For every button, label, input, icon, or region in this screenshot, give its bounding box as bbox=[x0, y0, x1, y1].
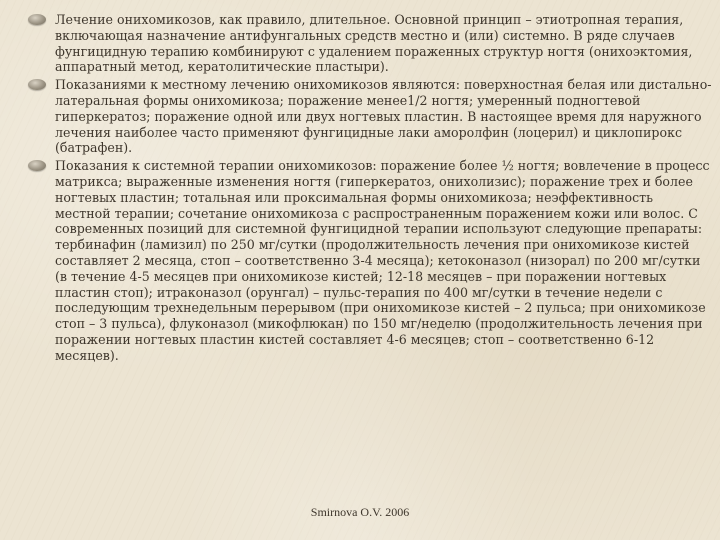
paragraph-systemic-therapy bbox=[0, 158, 720, 363]
paragraph-text: Показаниями к местному лечению онихомикозов являются: поверхностная белая или дистально-латеральная формы онихомикоза; поражение менее1/2 ногтя; умеренный подногтевой гиперкератоз; поражение одной или двух ногтевых пластин. В настоящее время для наружного лечения наиболее часто применяют фунгицидные лаки аморолфин (лоцерил) и циклопирокс (батрафен). bbox=[55, 77, 712, 156]
bullet-icon bbox=[28, 160, 46, 171]
bullet-icon bbox=[28, 79, 46, 90]
paragraph-local-treatment bbox=[0, 77, 720, 156]
slide-content bbox=[0, 12, 720, 366]
paragraph-text: Лечение онихомикозов, как правило, длительное. Основной принцип – этиотропная терапия, включающая назначение антифунгальных средств местно и (или) системно. В ряде случаев фунгицидную терапию комбинируют с удалением пораженных структур ногтя (онихоэктомия, аппаратный метод, кератолитические пластыри). bbox=[55, 12, 693, 75]
bullet-icon bbox=[28, 14, 46, 25]
paragraph-treatment-overview bbox=[0, 12, 720, 75]
paragraph-text: Показания к системной терапии онихомикозов: поражение более ½ ногтя; вовлечение в процесс матрикса; выраженные изменения ногтя (гиперкератоз, онихолизис); поражение трех и более ногтевых пластин; тотальная или проксимальная формы онихомикоза; неэффективность местной терапии; сочетание онихомикоза с распространенным поражением кожи или волос. С современных позиций для системной фунгицидной терапии используют следующие препараты: тербинафин (ламизил) по 250 мг/сутки (продолжительность лечения при онихомикозе кистей составляет 2 месяца, стоп – соответственно 3-4 месяца); кетоконазол (низорал) по 200 мг/сутки (в течение 4-5 месяцев при онихомикозе кистей; 12-18 месяцев – при поражении ногтевых пластин стоп); итраконазол (орунгал) – пульс-терапия по 400 мг/сутки в течение недели с последующим трехнедельным перерывом (при онихомикозе кистей – 2 пульса; при онихомикозе стоп – 3 пульса), флуконазол (микофлюкан) по 150 мг/неделю (продолжительность лечения при поражении ногтевых пластин кистей составляет 4-6 месяцев; стоп – соответственно 6-12 месяцев). bbox=[55, 158, 710, 363]
footer-author: Smirnova O.V. 2006 bbox=[310, 505, 410, 519]
